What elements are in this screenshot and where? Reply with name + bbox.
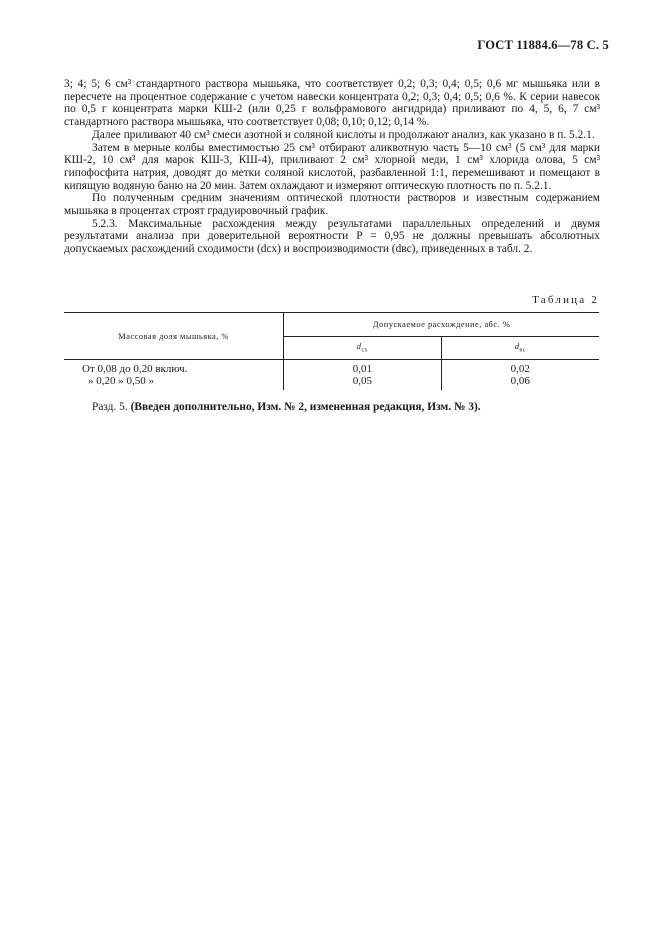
page-header: ГОСТ 11884.6—78 С. 5 bbox=[477, 38, 609, 52]
column-header-mass-fraction: Массовая доля мышьяка, % bbox=[64, 313, 284, 360]
table-row bbox=[64, 360, 599, 376]
cell-d-vs: 0,02 bbox=[441, 360, 599, 376]
row-label: От 0,08 до 0,20 включ. bbox=[82, 363, 188, 375]
body-text bbox=[64, 78, 600, 256]
section-footnote bbox=[92, 401, 481, 413]
paragraph-3: Затем в мерные колбы вместимостью 25 см³ отбирают аликвотную часть 5—10 см³ (5 см³ для марки КШ-2, 10 см³ для марок КШ-3, КШ-4), приливают 2 см³ хлорной меди, 1 см³ хлорида олова, 5 см³ гипофосфита натрия, доводят до метки соляной кислотой, разбавленной 1:1, перемешивают и помещают в кипящую водяную баню на 20 мин. Затем охлаждают и измеряют оптическую плотность по п. 5.2.1. bbox=[64, 141, 600, 192]
cell-d-sx: 0,01 bbox=[284, 360, 441, 376]
cell-d-vs: 0,06 bbox=[441, 376, 599, 391]
footnote-amendment: (Введен дополнительно, Изм. № 2, измененная редакция, Изм. № 3). bbox=[130, 401, 481, 413]
paragraph-1: 3; 4; 5; 6 см³ стандартного раствора мышьяка, что соответствует 0,2; 0,3; 0,4; 0,5; 0,6 мг мышьяка или в пересчете на процентное содержание с учетом навески концентрата 0,2; 0,3; 0,4; 0,5; 0,6 %. К серии навесок по 0,5 г концентрата марки КШ-2 (или 0,25 г вольфрамового ангидрида) приливают по 4, 5, 6, 7 см³ стандартного раствора мышьяка, что соответствует 0,08; 0,10; 0,12; 0,14 %. bbox=[64, 78, 600, 129]
column-header-d-sx: $d_{сх}$ bbox=[284, 337, 441, 360]
paragraph-5: 5.2.3. Максимальные расхождения между результатами параллельных определений и двумя результатами анализа при доверительной вероятности P = 0,95 не должны превышать абсолютных допускаемых расхождений сходимости (dсх) и воспроизводимости (dвс), приведенных в табл. 2. bbox=[64, 217, 600, 256]
table-caption: Таблица 2 bbox=[532, 294, 599, 306]
column-group-header: Допускаемое расхождение, абс. % bbox=[284, 313, 599, 337]
footnote-prefix: Разд. 5. bbox=[92, 401, 128, 413]
paragraph-4: По полученным средним значениям оптической плотности растворов и известным содержанием мышьяка в процентах строят градуировочный график. bbox=[64, 192, 600, 218]
table-row bbox=[64, 376, 599, 391]
paragraph-2: Далее приливают 40 см³ смеси азотной и соляной кислоты и продолжают анализ, как указано в п. 5.2.1. bbox=[92, 128, 595, 141]
row-label: » 0,20 » 0,50 » bbox=[88, 374, 154, 387]
column-header-d-vs: $d_{вс}$ bbox=[441, 337, 599, 360]
table-2 bbox=[64, 312, 599, 390]
cell-d-sx: 0,05 bbox=[284, 376, 441, 391]
